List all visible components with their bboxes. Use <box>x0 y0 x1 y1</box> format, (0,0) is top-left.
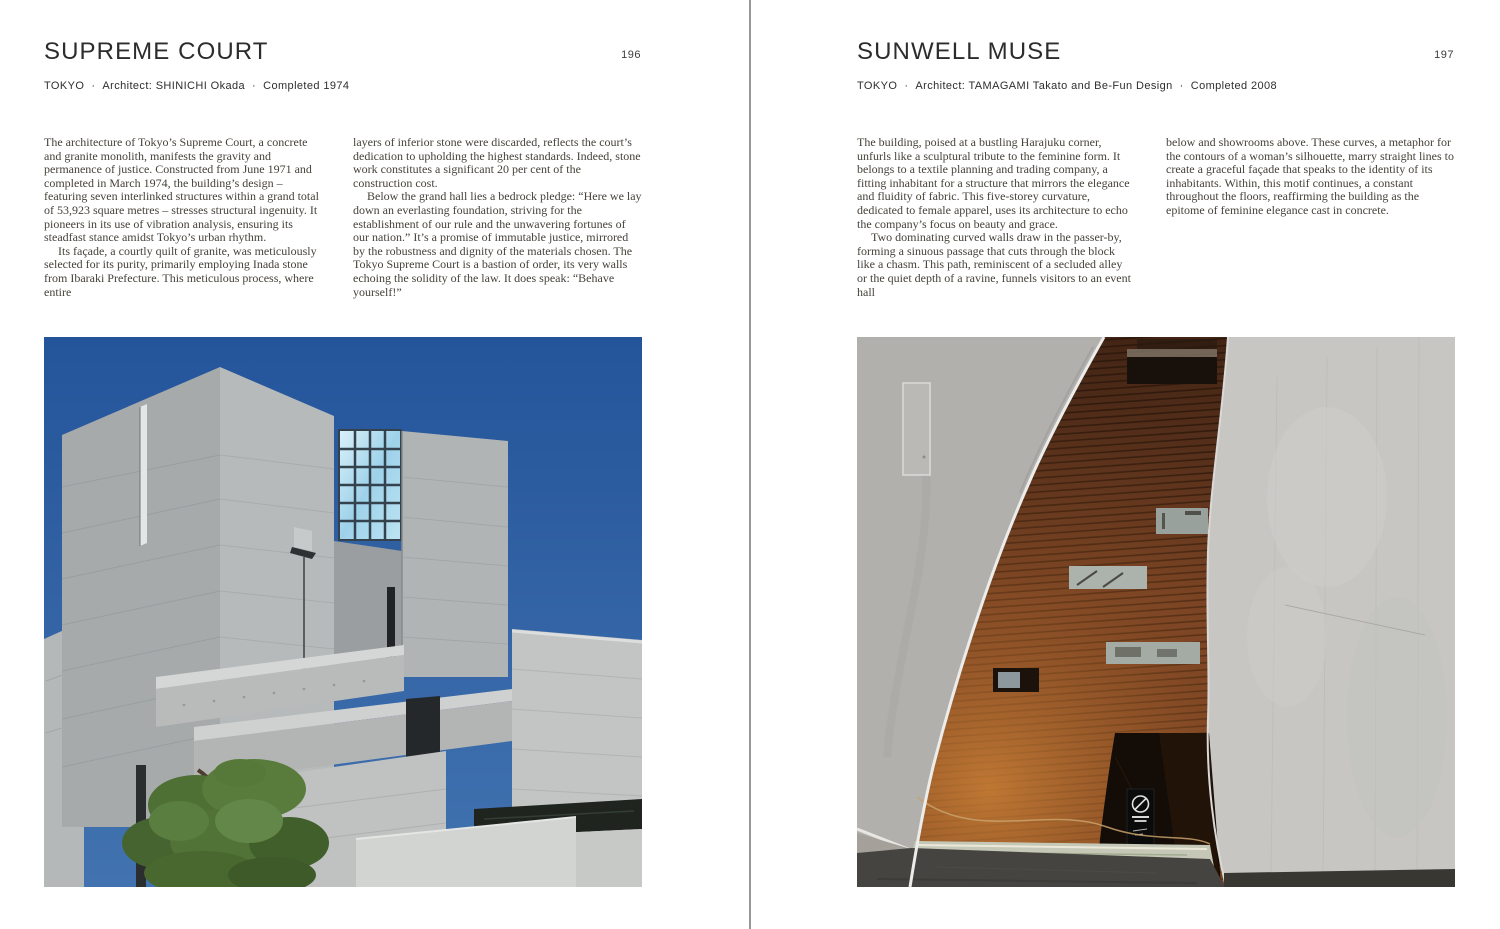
paragraph: Its façade, a courtly quilt of granite, was meticulously selected for its purity, primarily employing Inada stone from Ibaraki Prefecture. This meticulous process, where entire <box>44 243 317 299</box>
paragraph: layers of inferior stone were discarded, reflects the court’s dedication to upholding the highest standards. Indeed, stone work constitutes a significant 20 per cent of the construction cost. <box>353 135 641 190</box>
meta-separator: · <box>904 80 909 92</box>
paragraph: Two dominating curved walls draw in the passer-by, forming a sinuous passage that cuts through the block like a chasm. This path, reminiscent of a secluded alley or the quiet depth of a ravine, funnels visitors to an event hall <box>857 230 1131 299</box>
project-meta <box>857 80 1277 92</box>
text-column-2 <box>1166 136 1455 299</box>
page-right-sunwell-muse <box>857 0 1455 929</box>
meta-completed: Completed 2008 <box>1190 80 1278 92</box>
project-meta <box>44 80 349 92</box>
paragraph: Below the grand hall lies a bedrock pledge: “Here we lay down an everlasting foundation, striving for the establishment of our rule and the unwavering fortunes of our nation.” It’s a promise of immutable justice, mirrored by the robustness and dignity of the materials chosen. The Tokyo Supreme Court is a bastion of order, its very walls echoing the solidity of the law. It does speak: “Behave yourself!” <box>353 189 642 299</box>
supreme-court-photo <box>44 337 642 887</box>
page-divider <box>749 0 751 929</box>
page-title: SUNWELL MUSE <box>857 38 1062 65</box>
paragraph: The architecture of Tokyo’s Supreme Court, a concrete and granite monolith, manifests the gravity and permanence of justice. Constructed from June 1971 and completed in March 1974, the building’s design – featuring seven interlinked structures within a grand total of 53,923 square metres – stresses structural ingenuity. It pioneers in its use of vibration analysis, ensuring its steadfast stance amidst Tokyo’s urban rhythm. <box>44 135 319 245</box>
body-text <box>44 136 642 299</box>
body-text <box>857 136 1455 299</box>
text-column-2 <box>353 136 642 299</box>
page-left-supreme-court <box>44 0 642 929</box>
sunwell-muse-photo <box>857 337 1455 887</box>
meta-completed: Completed 1974 <box>263 80 350 92</box>
meta-city: TOKYO <box>857 80 898 92</box>
page-number: 196 <box>621 49 641 61</box>
meta-city: TOKYO <box>44 80 85 92</box>
paragraph: The building, poised at a bustling Harajuku corner, unfurls like a sculptural tribute to the feminine form. It belongs to a textile planning and trading company, a fitting inhabitant for a structure that mirrors the elegance and fluidity of fabric. This five-storey curvature, dedicated to female apparel, uses its architecture to echo the company’s focus on beauty and grace. <box>857 135 1130 231</box>
meta-architect: Architect: SHINICHI Okada <box>102 80 246 92</box>
text-column-1 <box>857 136 1135 299</box>
page-number: 197 <box>1434 49 1454 61</box>
meta-separator: · <box>252 80 257 92</box>
paragraph: below and showrooms above. These curves, a metaphor for the contours of a woman’s silhouette, marry straight lines to create a graceful façade that speaks to the identity of its inhabitants. Within, this motif continues, a constant throughout the floors, reaffirming the building as the epitome of feminine elegance cast in concrete. <box>1166 135 1454 217</box>
text-column-1 <box>44 136 322 299</box>
meta-separator: · <box>1179 80 1184 92</box>
page-title: SUPREME COURT <box>44 38 269 65</box>
meta-separator: · <box>91 80 96 92</box>
meta-architect: Architect: TAMAGAMI Takato and Be-Fun Design <box>915 80 1173 92</box>
